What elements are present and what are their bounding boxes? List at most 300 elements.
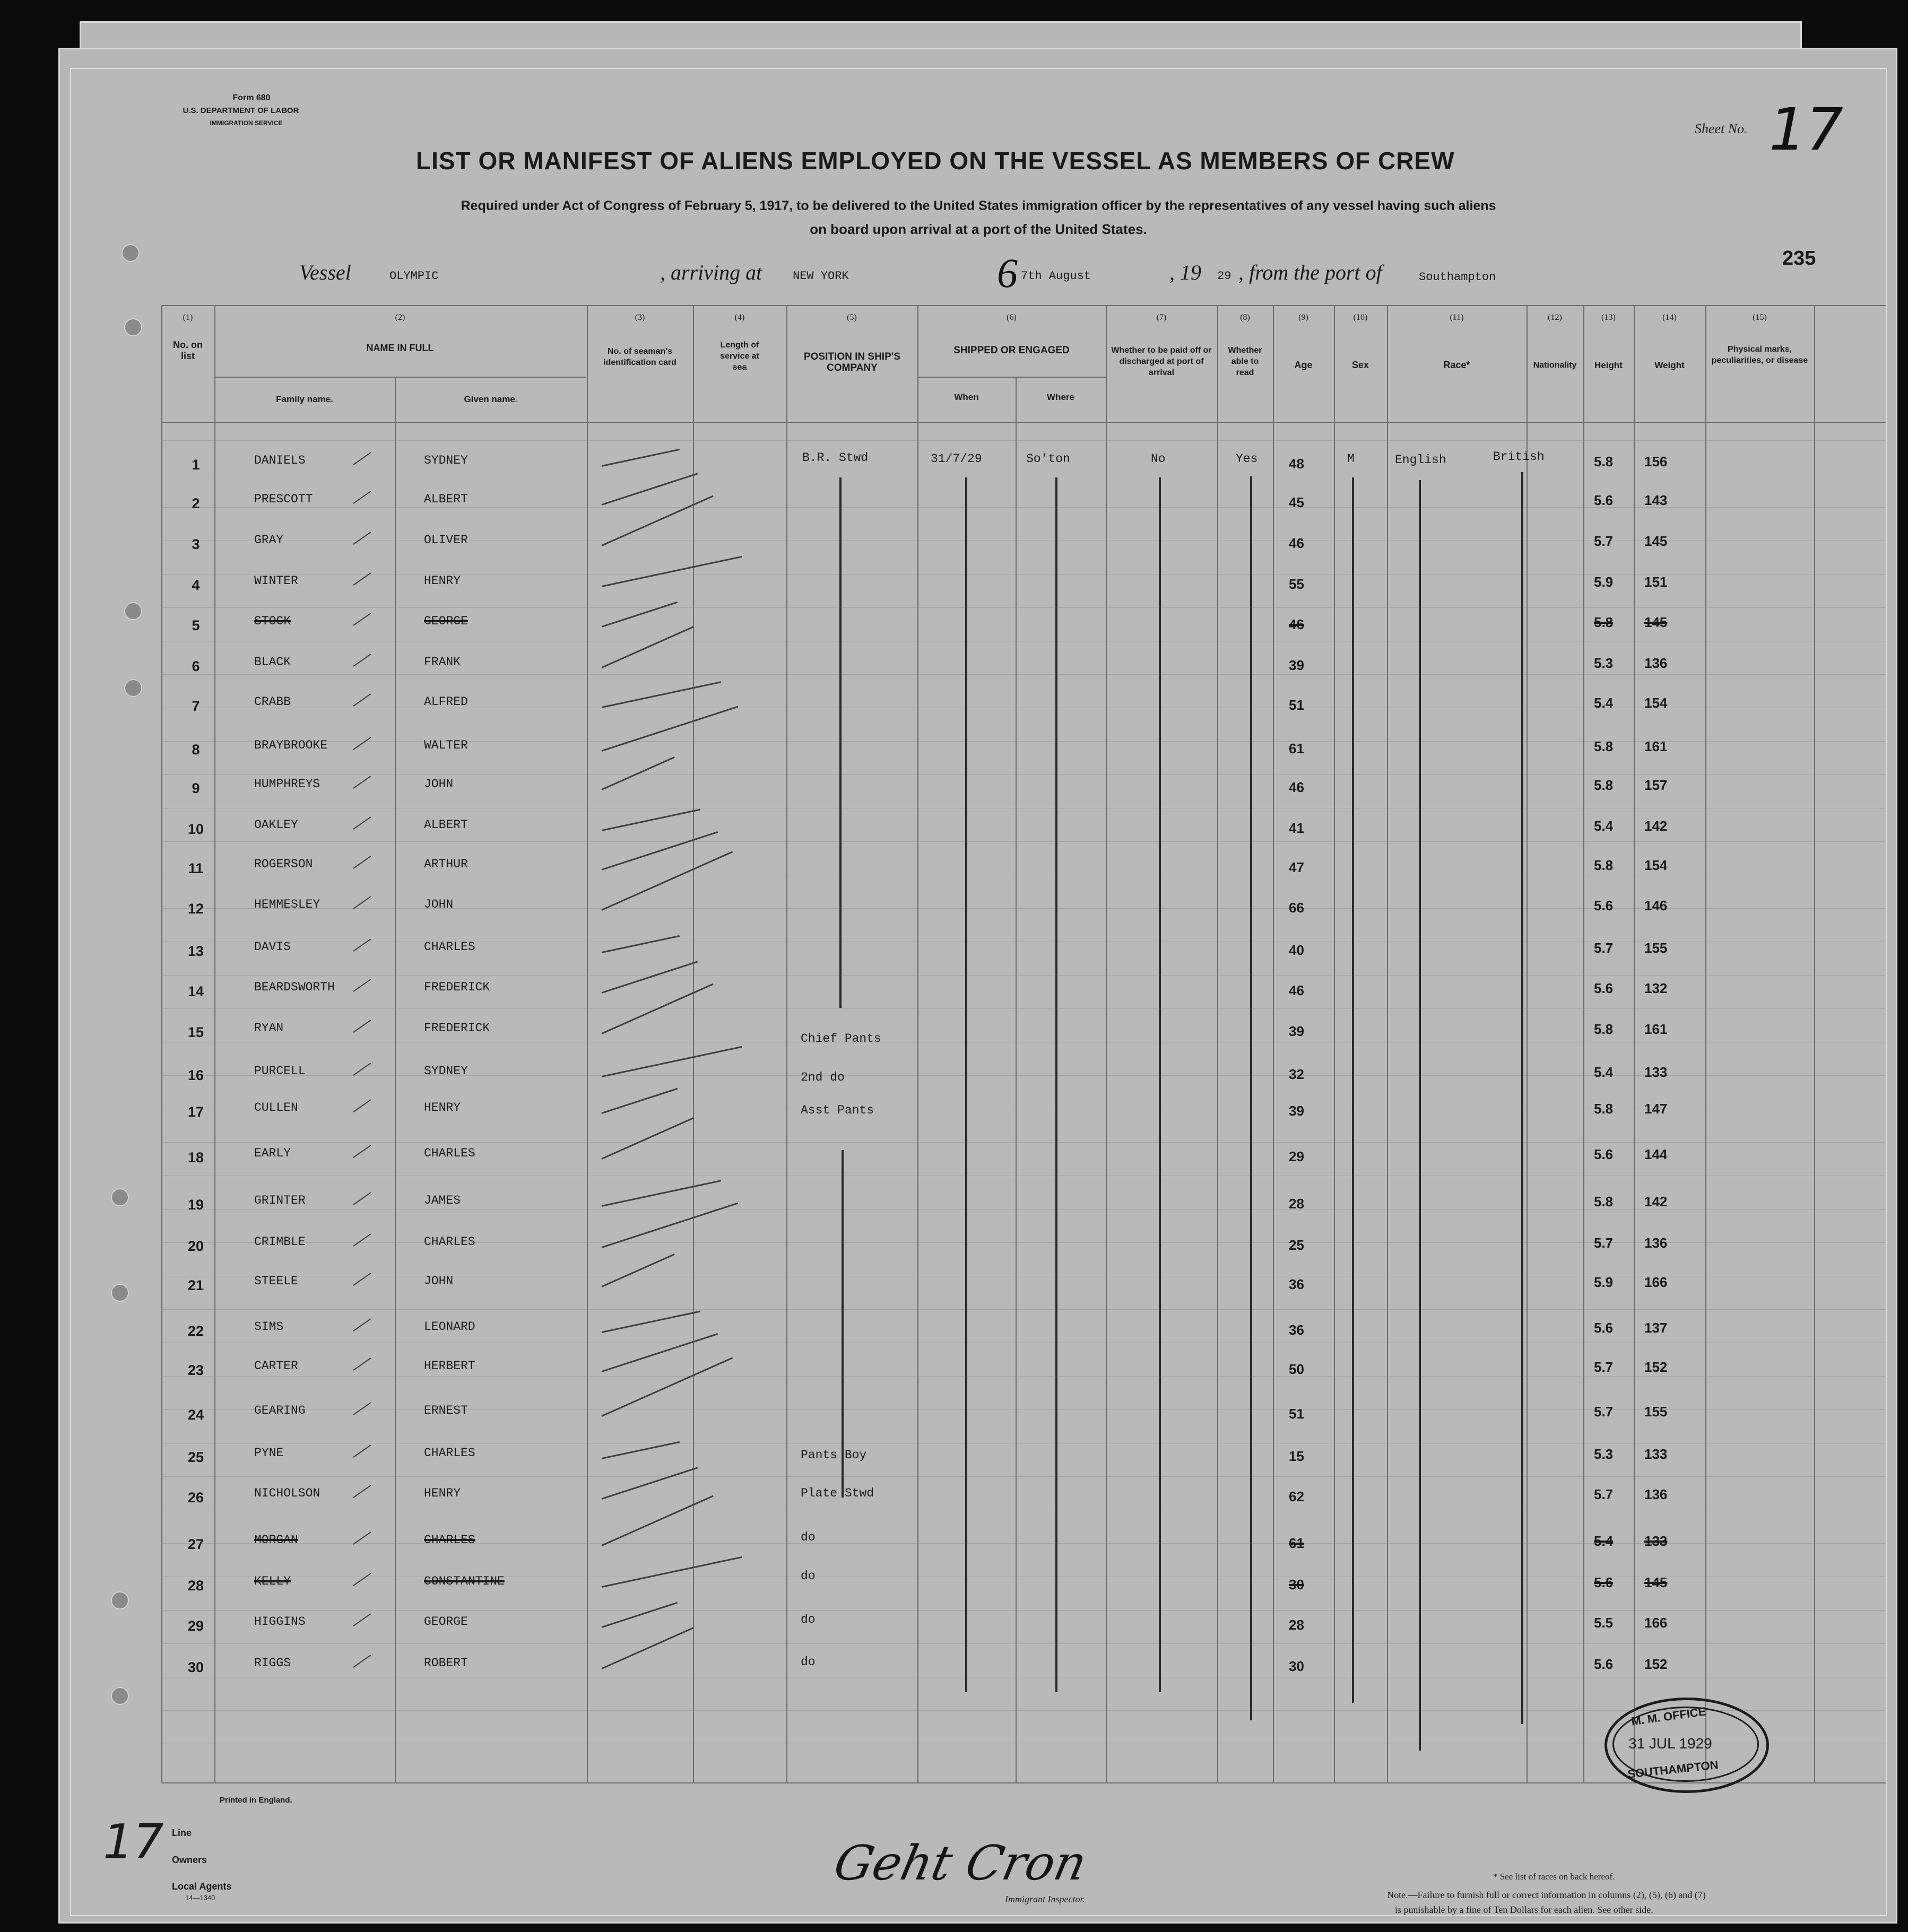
col-line-2 [395,377,396,1782]
age: 30 [1289,1577,1304,1592]
check-mark [353,776,371,789]
ruled-line [161,1008,1887,1009]
col-head-shipped: SHIPPED OR ENGAGED [953,345,1070,356]
check-mark [353,491,371,504]
check-mark [602,602,678,628]
family-name: WINTER [254,574,298,588]
check-mark [353,1192,371,1205]
col-head-nationality: Nationality [1533,361,1577,370]
given-name: HENRY [424,574,461,588]
ditto-line-position-2 [842,1150,844,1498]
check-mark [602,1088,678,1114]
punch-hole [111,1188,129,1206]
weight: 156 [1644,454,1668,469]
age: 39 [1289,1103,1304,1119]
weight: 137 [1644,1320,1668,1336]
check-mark [602,1046,742,1077]
weight: 166 [1644,1274,1668,1290]
col-line-10 [1273,305,1274,1782]
check-mark [353,1613,371,1626]
ruled-line [161,574,1887,575]
height: 5.5 [1594,1615,1614,1631]
given-name: ALFRED [424,695,468,709]
col-head-when: When [954,392,979,402]
age: 61 [1289,1535,1304,1551]
family-name: HUMPHREYS [254,777,320,791]
given-name: CHARLES [424,1235,475,1249]
age: 45 [1289,494,1304,510]
given-name: SYDNEY [424,454,468,467]
check-mark [353,1145,371,1158]
family-name: KELLY [254,1574,291,1588]
given-name: ROBERT [424,1656,468,1670]
check-mark [602,1333,718,1372]
age: 50 [1289,1361,1304,1377]
family-name: GEARING [254,1404,306,1417]
ruled-line [161,975,1887,976]
weight: 133 [1644,1533,1668,1549]
row-number: 19 [187,1197,204,1213]
row-1-paid-off: No [1151,452,1166,466]
row-number: 7 [192,698,200,714]
col-line-4 [693,305,694,1782]
check-mark [353,1318,371,1331]
family-name: BLACK [254,655,291,669]
row-1-nationality: British [1493,450,1545,464]
col-line-16 [1705,305,1706,1782]
check-mark [601,1254,674,1287]
given-name: CONSTANTINE [424,1574,505,1588]
col-num-15: (15) [1753,313,1767,322]
given-name: FREDERICK [424,1021,490,1035]
age: 55 [1289,576,1304,592]
arriving-label: , arriving at [660,260,762,284]
weight: 155 [1644,940,1668,956]
col-head-service: Length of service at sea [720,341,759,372]
position: 2nd do [801,1071,845,1084]
family-name: DANIELS [254,454,306,467]
height: 5.6 [1594,1320,1614,1336]
arrival-port: NEW YORK [793,269,849,283]
check-mark [353,654,371,667]
manifest-sheet [70,68,1887,1916]
given-name: HENRY [424,1486,461,1500]
row-number: 29 [187,1618,204,1634]
row-number: 12 [187,901,204,917]
row-number: 9 [192,780,200,796]
family-name: RIGGS [254,1656,291,1670]
position: do [801,1530,816,1544]
height: 5.7 [1594,1486,1614,1502]
punch-hole [124,318,142,336]
family-name: CULLEN [254,1101,298,1115]
family-name: BEARDSWORTH [254,980,335,994]
col-head-weight: Weight [1654,360,1685,370]
age: 25 [1289,1237,1304,1253]
check-mark [353,979,371,992]
height: 5.7 [1594,1404,1614,1420]
age: 30 [1289,1658,1304,1674]
check-mark [601,1495,713,1546]
penalty-note-1: Note.—Failure to furnish full or correct information in columns (2), (5), (6) and (7) [1387,1890,1706,1900]
weight: 154 [1644,695,1668,711]
height: 5.7 [1594,1359,1614,1375]
table-top-border [161,305,1887,306]
col-line-9 [1217,305,1218,1782]
page-number: 235 [1782,247,1816,269]
weight: 143 [1644,492,1668,508]
check-mark [353,1485,371,1498]
age: 36 [1289,1276,1304,1292]
check-mark [602,1180,722,1207]
given-name: CHARLES [424,1446,475,1460]
col-num-14: (14) [1662,313,1677,322]
col-num-8: (8) [1240,313,1250,322]
height: 5.8 [1594,738,1614,754]
weight: 166 [1644,1615,1668,1631]
check-mark [602,681,722,708]
age: 32 [1289,1066,1304,1082]
row-1-race: English [1395,453,1446,467]
weight: 145 [1644,1574,1668,1590]
header-bottom-border [161,422,1887,423]
col-num-6: (6) [1007,313,1017,322]
col-head-sex: Sex [1351,360,1369,370]
row-number: 24 [187,1407,204,1423]
ruled-line [161,1309,1887,1310]
age: 46 [1289,535,1304,551]
age: 51 [1289,697,1304,713]
height: 5.6 [1594,898,1614,913]
ditto-line-race [1419,480,1421,1751]
ruled-line [161,1710,1887,1711]
check-mark [353,1357,371,1371]
family-name: PURCELL [254,1064,306,1078]
given-name: LEONARD [424,1320,475,1334]
col-num-10: (10) [1353,313,1368,322]
col-line-12 [1387,305,1388,1782]
position: Asst Pants [801,1103,874,1117]
weight: 145 [1644,533,1668,549]
col-head-card: No. of seaman's identification card [603,347,677,367]
position: do [801,1655,816,1669]
ruled-line [161,1610,1887,1611]
check-mark [602,1441,680,1459]
given-name: GEORGE [424,614,468,628]
height: 5.4 [1594,818,1614,834]
check-mark [601,851,733,911]
height: 5.8 [1594,614,1614,630]
col-head-physical: Physical marks, peculiarities, or disease [1711,345,1808,365]
ruled-line [161,1075,1887,1076]
row-number: 18 [187,1150,204,1165]
weight: 152 [1644,1359,1668,1375]
check-mark [353,856,371,869]
stamp-date: 31 JUL 1929 [1628,1735,1712,1752]
family-name: HEMMESLEY [254,898,320,911]
height: 5.8 [1594,1021,1614,1037]
family-name: ROGERSON [254,857,313,871]
race-note: * See list of races on back hereof. [1493,1872,1615,1882]
row-number: 17 [187,1104,204,1120]
given-name: HENRY [424,1101,461,1115]
position: Pants Boy [801,1448,867,1462]
left-margin-number: 17 [103,1814,164,1870]
col-head-race: Race* [1443,360,1470,370]
weight: 136 [1644,655,1668,671]
check-mark [353,532,371,545]
check-mark [602,1467,698,1500]
row-number: 21 [187,1277,204,1293]
sheet-number: 17 [1769,95,1843,163]
given-name: CHARLES [424,1533,475,1547]
punch-hole [111,1687,129,1705]
given-name: ERNEST [424,1404,468,1417]
row-number: 4 [192,577,200,593]
ruled-line [161,908,1887,909]
check-mark [602,961,698,994]
age: 61 [1289,741,1304,756]
col-line-13 [1527,305,1528,1782]
row-number: 16 [187,1067,204,1083]
col-head-height: Height [1594,360,1623,370]
weight: 142 [1644,1194,1668,1209]
check-mark [353,737,371,750]
height: 5.7 [1594,940,1614,956]
row-1-read: Yes [1236,452,1258,466]
height: 5.8 [1594,857,1614,873]
manifest-title: LIST OR MANIFEST OF ALIENS EMPLOYED ON THE VESSEL AS MEMBERS OF CREW [416,147,1455,175]
age: 47 [1289,859,1304,875]
ruled-line [161,1409,1887,1410]
col-line-3 [587,305,588,1782]
weight: 161 [1644,1021,1668,1037]
family-name: STEELE [254,1274,298,1288]
row-number: 6 [192,658,200,674]
printed-in: Printed in England. [220,1796,292,1805]
row-number: 13 [187,943,204,959]
punch-hole [111,1284,129,1302]
family-name: CRIMBLE [254,1235,306,1249]
check-mark [353,1655,371,1668]
family-name: RYAN [254,1021,284,1035]
col-head-age: Age [1294,360,1313,370]
arrival-day-mark: 6 [997,250,1018,296]
col-head-family: Family name. [276,394,333,404]
given-name: JOHN [424,777,454,791]
height: 5.6 [1594,492,1614,508]
col-num-3: (3) [635,313,645,322]
weight: 147 [1644,1101,1668,1117]
height: 5.8 [1594,454,1614,469]
family-name: MORGAN [254,1533,298,1547]
check-mark [353,452,371,465]
weight: 155 [1644,1404,1668,1420]
given-name: JOHN [424,1274,454,1288]
stamp-bottom-text: SOUTHAMPTON [1627,1758,1719,1781]
family-name: CARTER [254,1359,298,1373]
check-mark [353,1020,371,1033]
year-label: , 19 [1169,260,1201,284]
given-name: CHARLES [424,1146,475,1160]
row-1-sex: M [1347,452,1355,466]
given-name: JOHN [424,898,454,911]
weight: 145 [1644,614,1668,630]
age: 36 [1289,1322,1304,1338]
family-name: NICHOLSON [254,1486,320,1500]
position: do [801,1613,816,1626]
age: 48 [1289,456,1304,472]
punch-hole [124,679,142,697]
check-mark [353,613,371,626]
age: 66 [1289,900,1304,916]
sheet-label: Sheet No. [1695,121,1748,136]
given-name: CHARLES [424,940,475,954]
given-name: FREDERICK [424,980,490,994]
row-1-position: B.R. Stwd [802,451,869,465]
row-number: 5 [192,617,200,633]
col-num-13: (13) [1601,313,1616,322]
col-num-1: (1) [183,313,193,322]
family-name: GRINTER [254,1194,306,1207]
check-mark [353,938,371,952]
height: 5.3 [1594,655,1614,671]
age: 51 [1289,1406,1304,1422]
col-head-where: Where [1047,392,1074,402]
col-line-7 [1016,377,1017,1782]
weight: 154 [1644,857,1668,873]
arrival-date: 7th August [1021,269,1091,283]
check-mark [602,556,742,587]
check-mark [353,1233,371,1247]
row-number: 27 [187,1536,204,1552]
col-num-9: (9) [1298,313,1308,322]
from-port-label: , from the port of [1238,260,1382,284]
col-head-no: No. on list [173,340,203,361]
check-mark [601,1627,694,1669]
row-number: 25 [187,1449,204,1465]
col-num-4: (4) [734,313,745,322]
age: 46 [1289,616,1304,632]
col-line-14 [1583,305,1584,1782]
check-mark [353,896,371,909]
age: 29 [1289,1148,1304,1164]
check-mark [602,935,680,953]
col-line-5 [786,305,787,1782]
weight: 133 [1644,1064,1668,1080]
given-name: ALBERT [424,492,468,506]
family-name: GRAY [254,533,284,547]
check-mark [602,449,680,467]
col-head-position: POSITION IN SHIP'S COMPANY [804,351,900,373]
row-number: 11 [188,860,204,876]
check-mark [353,1444,371,1458]
age: 28 [1289,1617,1304,1633]
ditto-line-where [1055,477,1057,1692]
age: 46 [1289,982,1304,998]
height: 5.4 [1594,1064,1614,1080]
age: 15 [1289,1448,1304,1464]
height: 5.6 [1594,1574,1614,1590]
weight: 136 [1644,1235,1668,1251]
stamp-top-text: M. M. OFFICE [1630,1704,1707,1728]
col-line-1 [214,305,215,1782]
family-name: EARLY [254,1146,291,1160]
departure-port: Southampton [1419,271,1496,284]
check-mark [353,1099,371,1112]
col-num-11: (11) [1450,313,1464,322]
check-mark [353,1402,371,1415]
check-mark [602,1556,742,1588]
vessel-label: Vessel [299,260,351,284]
footer-line-label: Line [172,1827,192,1838]
family-name: PYNE [254,1446,284,1460]
col-line-0 [161,305,162,1782]
punch-hole [122,244,140,262]
family-name: DAVIS [254,940,291,954]
col-head-read: Whether able to read [1228,346,1262,377]
given-name: ARTHUR [424,857,468,871]
ruled-line [161,1543,1887,1544]
weight: 152 [1644,1656,1668,1672]
ditto-line-read [1250,476,1252,1720]
row-1-where: So'ton [1026,452,1070,466]
ruled-line [161,774,1887,775]
ditto-line-sex [1352,477,1354,1703]
row-number: 3 [192,536,200,552]
col-num-12: (12) [1548,313,1562,322]
check-mark [353,816,371,830]
row-number: 14 [187,984,204,999]
height: 5.6 [1594,980,1614,996]
family-name: HIGGINS [254,1615,306,1629]
ruled-line [161,1476,1887,1477]
check-mark [353,1273,371,1286]
given-name: HERBERT [424,1359,475,1373]
family-name: OAKLEY [254,818,298,832]
weight: 144 [1644,1146,1668,1162]
family-name: BRAYBROOKE [254,738,328,752]
family-name: CRABB [254,695,291,709]
given-name: FRANK [424,655,461,669]
row-number: 15 [187,1024,204,1040]
weight: 161 [1644,738,1668,754]
ruled-line [161,1376,1887,1377]
check-mark [602,706,739,752]
height: 5.9 [1594,574,1614,590]
service-name: IMMIGRATION SERVICE [210,119,283,127]
manifest-subtitle-1: Required under Act of Congress of February 5, 1917, to be delivered to the United States immigration officer by the representatives of any vessel having such aliens [461,198,1496,213]
given-name: WALTER [424,738,468,752]
check-mark [353,693,371,707]
given-name: JAMES [424,1194,461,1207]
row-number: 2 [192,495,200,511]
row-number: 10 [187,821,204,837]
weight: 151 [1644,574,1668,590]
given-name: OLIVER [424,533,468,547]
punch-hole [111,1591,129,1609]
ruled-line [161,1242,1887,1243]
height: 5.4 [1594,695,1614,711]
col-line-6 [917,305,918,1782]
ruled-line [161,841,1887,842]
col-line-8 [1106,305,1107,1782]
age: 41 [1289,820,1304,836]
ruled-line [161,1142,1887,1143]
height: 5.6 [1594,1146,1614,1162]
check-mark [353,1063,371,1076]
col-num-5: (5) [847,313,857,322]
